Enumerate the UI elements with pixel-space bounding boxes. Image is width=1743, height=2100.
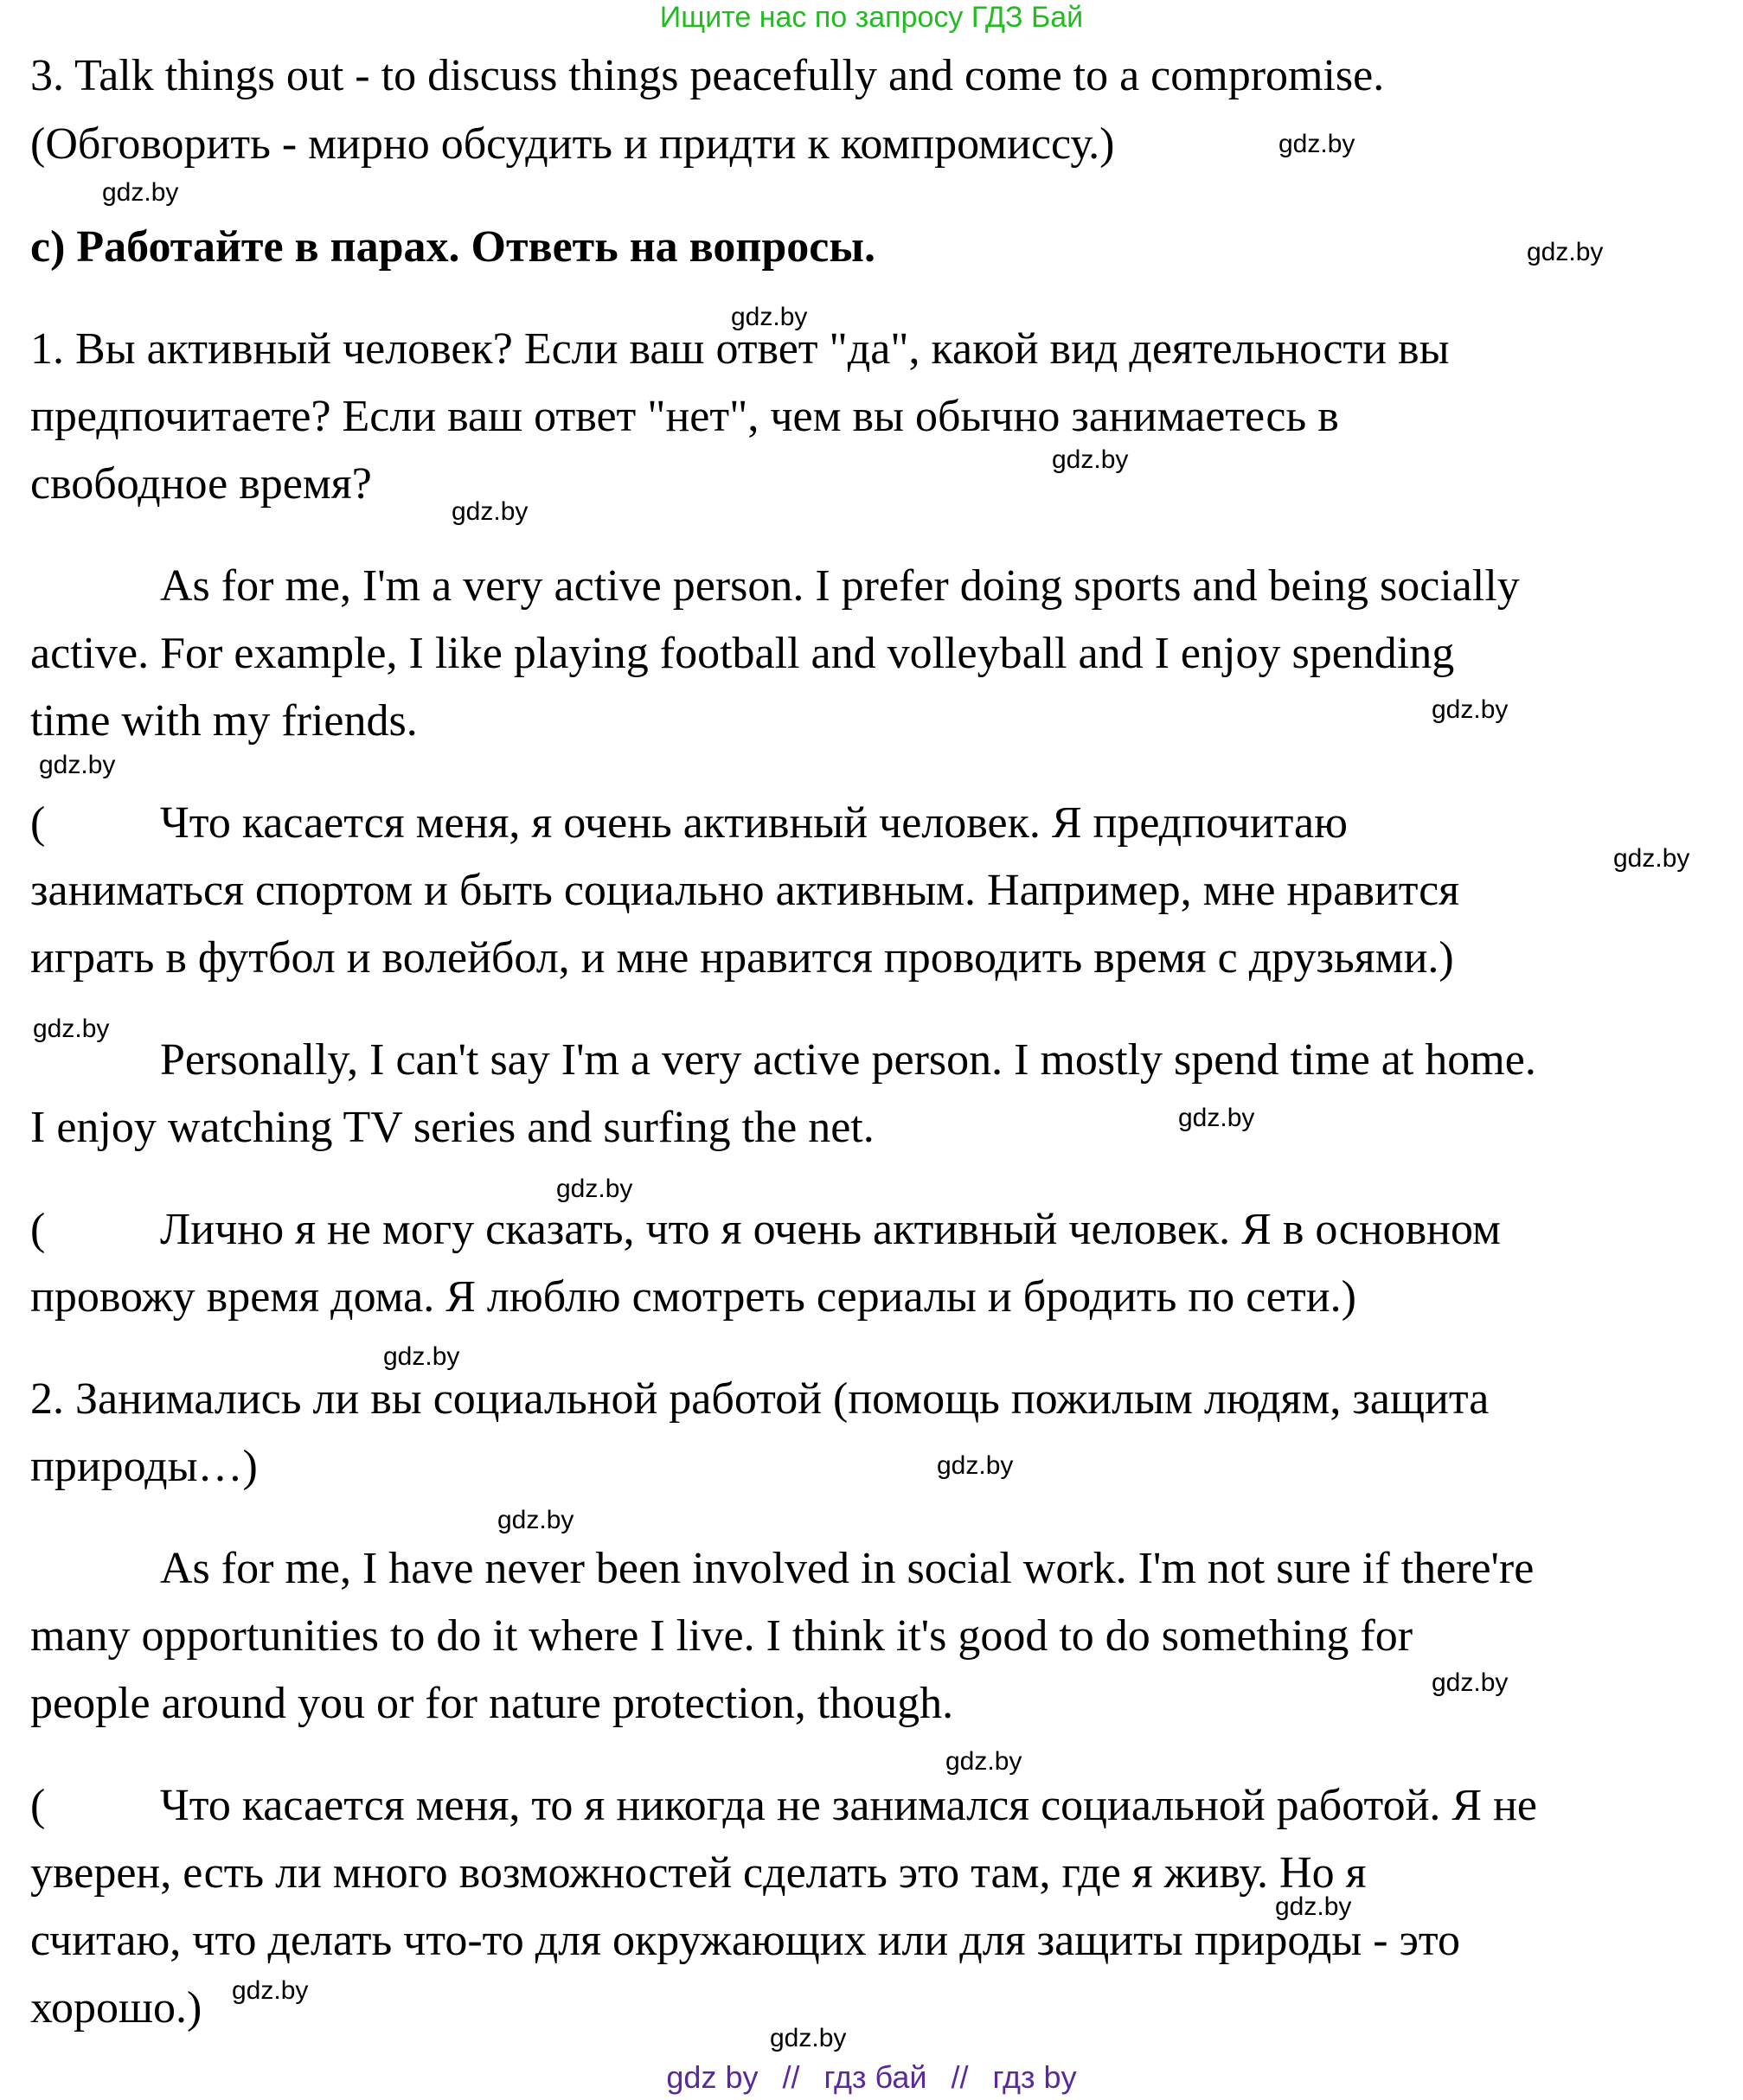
a1b-en-line1-text: Personally, I can't say I'm a very active person. I mostly spend time at home. — [160, 1035, 1536, 1085]
a2-ru-line1-text: Что касается меня, то я никогда не занимался социальной работой. Я не — [160, 1781, 1537, 1830]
a2-ru-line1 — [30, 1780, 1537, 1832]
watermark: gdz.by — [1432, 695, 1509, 724]
item3-line2: (Обговорить - мирно обсудить и придти к компромиссу.) — [30, 119, 1115, 169]
footer-link-gdz-bai[interactable]: гдз бай — [823, 2059, 927, 2095]
watermark: gdz.by — [1178, 1104, 1255, 1132]
watermark: gdz.by — [1527, 238, 1604, 266]
a1-en-line1 — [30, 560, 1520, 612]
a1-ru-line1-text: Что касается меня, я очень активный человек. Я предпочитаю — [160, 798, 1348, 848]
a1-ru-paren: ( — [30, 798, 46, 848]
a2-ru-paren: ( — [30, 1781, 46, 1830]
q1-line3: свободное время? — [30, 459, 372, 509]
a2-en-line1-text: As for me, I have never been involved in social work. I'm not sure if there're — [160, 1544, 1535, 1593]
a1b-en-line1 — [30, 1034, 1536, 1086]
watermark: gdz.by — [770, 2024, 847, 2052]
footer-links — [0, 2060, 1743, 2095]
watermark: gdz.by — [1275, 1892, 1352, 1921]
top-banner: Ищите нас по запросу ГДЗ Бай — [659, 1, 1084, 34]
section-c-heading: c) Работайте в парах. Ответь на вопросы. — [30, 222, 875, 272]
a2-ru-line2: уверен, есть ли много возможностей сделать это там, где я живу. Но я — [30, 1848, 1367, 1898]
a1-ru-line1 — [30, 797, 1348, 849]
watermark: gdz.by — [452, 497, 529, 526]
q2-line2: природы…) — [30, 1442, 258, 1491]
a1b-ru-line2: провожу время дома. Я люблю смотреть сериалы и бродить по сети.) — [30, 1272, 1356, 1322]
watermark: gdz.by — [556, 1175, 633, 1203]
a1b-en-line2: I enjoy watching TV series and surfing the net. — [30, 1103, 875, 1152]
watermark: gdz.by — [1613, 844, 1690, 873]
item3-line1: 3. Talk things out - to discuss things peacefully and come to a compromise. — [30, 51, 1385, 100]
a1-en-line3: time with my friends. — [30, 696, 418, 746]
a1-en-line1-text: As for me, I'm a very active person. I prefer doing sports and being socially — [160, 561, 1520, 611]
footer-link-gdz-by-ru[interactable]: гдз by — [992, 2059, 1077, 2095]
watermark: gdz.by — [1432, 1668, 1509, 1697]
footer-separator: // — [951, 2059, 969, 2095]
a1-en-line2: active. For example, I like playing football and volleyball and I enjoy spending — [30, 629, 1455, 678]
q2-line1: 2. Занимались ли вы социальной работой (помощь пожилым людям, защита — [30, 1374, 1490, 1424]
a2-ru-line4: хорошо.) — [30, 1983, 202, 2033]
a2-en-line3: people around you or for nature protection, though. — [30, 1679, 954, 1728]
q1-line1: 1. Вы активный человек? Если ваш ответ "да", какой вид деятельности вы — [30, 324, 1450, 374]
q1-line2: предпочитаете? Если ваш ответ "нет", чем вы обычно занимаетесь в — [30, 392, 1339, 441]
a1b-ru-line1-text: Лично я не могу сказать, что я очень активный человек. Я в основном — [160, 1205, 1501, 1254]
a2-en-line2: many opportunities to do it where I live. I think it's good to do something for — [30, 1611, 1413, 1661]
watermark: gdz.by — [497, 1506, 574, 1534]
a1b-ru-line1 — [30, 1204, 1501, 1256]
watermark: gdz.by — [1278, 130, 1355, 158]
a1-ru-line3: играть в футбол и волейбол, и мне нравится проводить время с друзьями.) — [30, 933, 1454, 983]
watermark: gdz.by — [383, 1342, 460, 1371]
watermark: gdz.by — [102, 178, 179, 207]
footer-link-gdz-by[interactable]: gdz by — [666, 2059, 759, 2095]
watermark: gdz.by — [1052, 445, 1129, 474]
watermark: gdz.by — [945, 1747, 1022, 1776]
a2-ru-line3: считаю, что делать что-то для окружающих или для защиты природы - это — [30, 1916, 1460, 1965]
watermark: gdz.by — [937, 1451, 1014, 1480]
footer-separator: // — [782, 2059, 800, 2095]
watermark: gdz.by — [232, 1976, 309, 2005]
watermark: gdz.by — [33, 1015, 110, 1043]
a1-ru-line2: заниматься спортом и быть социально активным. Например, мне нравится — [30, 866, 1460, 915]
a1b-ru-paren: ( — [30, 1205, 46, 1254]
watermark: gdz.by — [731, 303, 808, 331]
a2-en-line1 — [30, 1543, 1534, 1595]
watermark: gdz.by — [39, 751, 116, 779]
